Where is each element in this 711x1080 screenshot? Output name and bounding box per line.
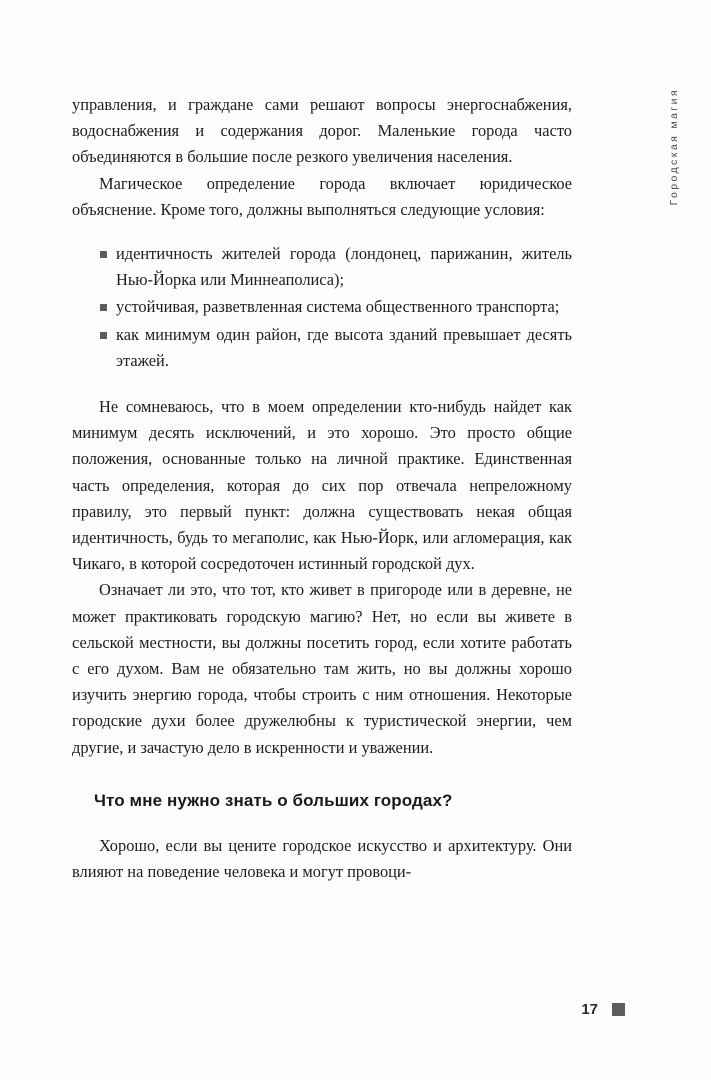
paragraph-5: Хорошо, если вы цените городское искусство и архитектуру. Они влияют на поведение человека и могут провоци- bbox=[72, 835, 572, 882]
conditions-list bbox=[72, 241, 572, 374]
list-item-text: как минимум один район, где высота зданий превышает десять этажей. bbox=[116, 324, 572, 370]
section-heading: Что мне нужно знать о больших городах? bbox=[94, 790, 453, 810]
paragraph-4: Означает ли это, что тот, кто живет в пригороде или в деревне, не может практиковать городскую магию? Нет, но если вы живете в сельской местности, вы должны посетить город, если хотите работать с его духом. Вам не обязательно там жить, но вы должны хорошо изучить энергию города, чтобы строить с ним отношения. Некоторые городские духи более дружелюбны к туристической энергии, чем другие, и зачастую дело в искренности и уважении. bbox=[72, 580, 572, 757]
list-item-text: идентичность жителей города (лондонец, парижанин, житель Нью-Йорка или Миннеаполиса); bbox=[116, 244, 572, 290]
paragraph-3: Не сомневаюсь, что в моем определении кто-нибудь найдет как минимум десять исключений, и это хорошо. Это просто общие положения, основанные только на личной практике. Единственная часть определения, которая до сих пор отвечала непреложному правилу, это первый пункт: должна существовать некая общая идентичность, будь то мегаполис, как Нью-Йорк, или агломерация, как Чикаго, в которой сосредоточен истинный городской дух. bbox=[72, 397, 572, 574]
page-footer bbox=[581, 1001, 625, 1018]
square-bullet-icon bbox=[100, 251, 107, 258]
spacer bbox=[72, 761, 572, 791]
list-item bbox=[72, 241, 572, 293]
list-item bbox=[72, 322, 572, 374]
list-item bbox=[72, 294, 572, 320]
paragraph-1: управления, и граждане сами решают вопросы энергоснабжения, водоснабжения и содержания дорог. Маленькие города часто объединяются в большие после резкого увеличения населения. bbox=[72, 95, 572, 167]
list-item-text: устойчивая, разветвленная система общественного транспорта; bbox=[116, 297, 560, 317]
square-marker-icon bbox=[612, 1003, 625, 1016]
running-head bbox=[657, 88, 691, 338]
text-column bbox=[72, 92, 572, 885]
paragraph-2: Магическое определение города включает юридическое объяснение. Кроме того, должны выполняться следующие условия: bbox=[72, 173, 572, 219]
spacer bbox=[72, 811, 572, 833]
running-head-label: Городская магия bbox=[668, 88, 680, 206]
square-bullet-icon bbox=[100, 332, 107, 339]
square-bullet-icon bbox=[100, 304, 107, 311]
page-number: 17 bbox=[581, 1001, 598, 1018]
